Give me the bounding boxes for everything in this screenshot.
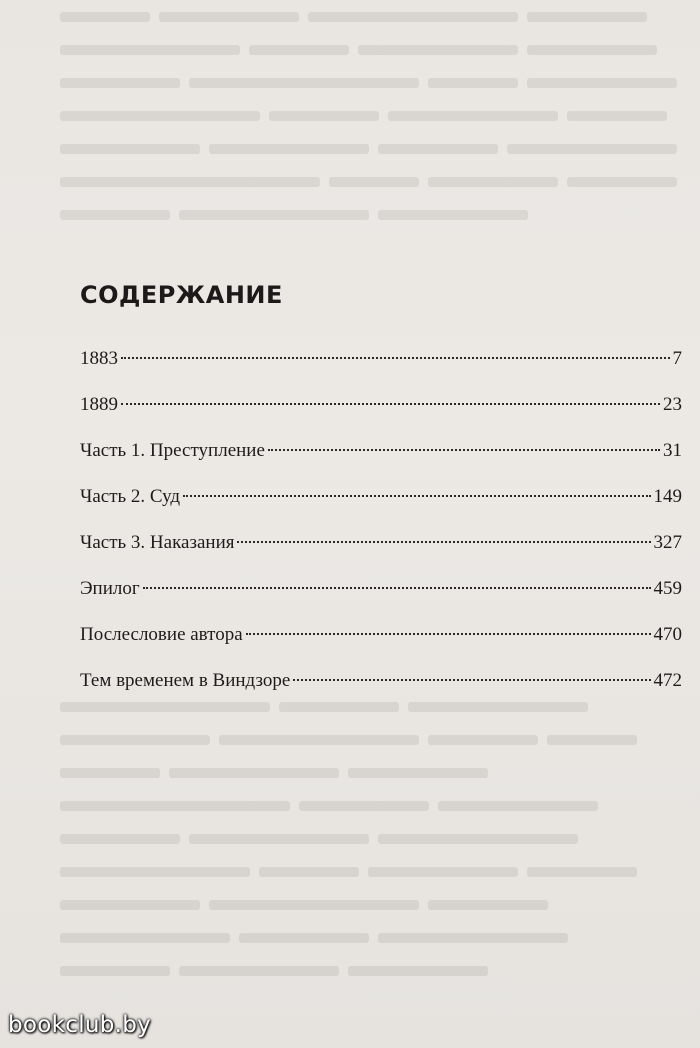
toc-entry[interactable]	[80, 382, 682, 428]
dot-leader	[246, 632, 651, 635]
toc-entry-page: 470	[653, 624, 682, 645]
toc-entry-title: 1889	[80, 394, 118, 415]
toc-entry-title: 1883	[80, 348, 118, 369]
toc-entry-title: Тем временем в Виндзоре	[80, 670, 291, 691]
toc-entry-title: Послесловие автора	[80, 624, 243, 645]
toc-entry[interactable]	[80, 428, 682, 474]
toc-entry[interactable]	[80, 520, 682, 566]
dot-leader	[121, 356, 670, 359]
dot-leader	[268, 448, 660, 451]
toc-entry-title: Эпилог	[80, 578, 140, 599]
toc-entry-page: 472	[653, 670, 682, 691]
bleed-through-text-bottom	[60, 690, 680, 1020]
toc-entry-title: Часть 2. Суд	[80, 486, 181, 507]
dot-leader	[237, 540, 650, 543]
toc-entry-title: Часть 3. Наказания	[80, 532, 235, 553]
toc-entry-page: 459	[653, 578, 682, 599]
toc-entry[interactable]	[80, 474, 682, 520]
toc-entry-page: 31	[663, 440, 682, 461]
toc-entry-page: 7	[672, 348, 682, 369]
contents-heading: СОДЕРЖАНИЕ	[80, 281, 283, 309]
table-of-contents	[80, 336, 682, 704]
dot-leader	[293, 678, 650, 681]
toc-entry-page: 327	[653, 532, 682, 553]
toc-entry[interactable]	[80, 336, 682, 382]
dot-leader	[121, 402, 660, 405]
toc-entry[interactable]	[80, 612, 682, 658]
toc-entry-title: Часть 1. Преступление	[80, 440, 265, 461]
toc-entry-page: 149	[653, 486, 682, 507]
dot-leader	[183, 494, 650, 497]
dot-leader	[143, 586, 651, 589]
toc-entry[interactable]	[80, 566, 682, 612]
watermark: bookclub.by	[8, 1012, 152, 1038]
bleed-through-text-top	[60, 0, 680, 250]
toc-entry-page: 23	[663, 394, 682, 415]
